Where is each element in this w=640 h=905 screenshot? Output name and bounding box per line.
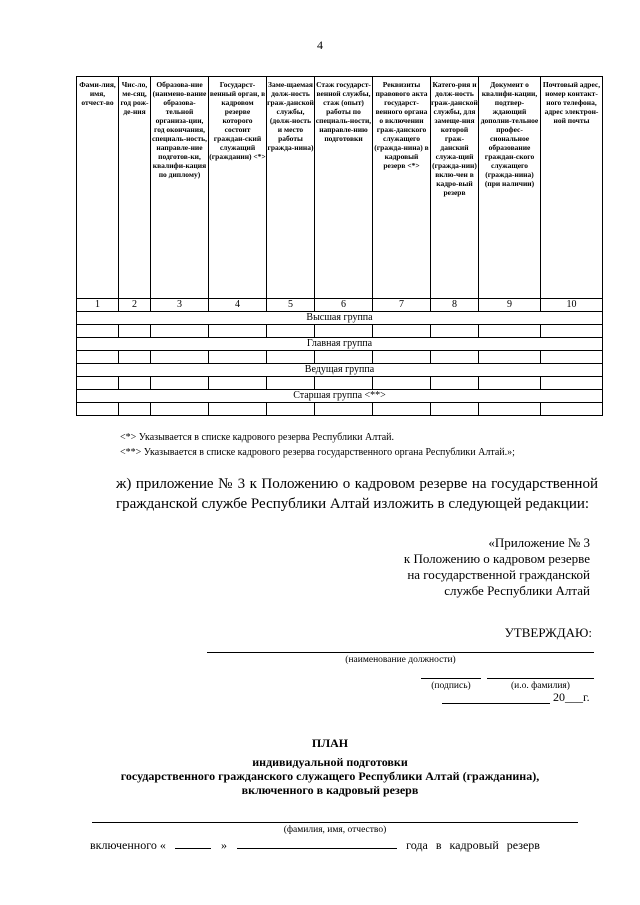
plan-line: включенного в кадровый резерв xyxy=(241,783,419,797)
included-mid: » xyxy=(220,838,227,852)
header-cell: Катего-рия и долж-ность граж-данской службы, для замеще-ния которой граж-данский служа-щий (гражда-нин) вклю-чен в кадро-вый резерв xyxy=(431,77,479,299)
column-number-row xyxy=(77,299,603,312)
footnotes xyxy=(120,430,515,460)
group-row xyxy=(77,364,603,377)
name-line xyxy=(92,822,578,823)
column-number: 5 xyxy=(267,299,315,312)
footnote: <*> Указывается в списке кадрового резерва Республики Алтай. xyxy=(120,432,395,443)
header-cell: Чис-ло, ме-сяц, год рож-де-ния xyxy=(119,77,151,299)
included-line xyxy=(90,838,540,853)
header-cell: Стаж государст-венной службы, стаж (опыт) работы по специаль-ности, направле-нию подготовки xyxy=(315,77,373,299)
column-number: 2 xyxy=(119,299,151,312)
header-cell: Образова-ние (наимено-вание образова-тельной организа-ции, год окончания, специаль-ность, направле-ние подготов-ки, квалифи-кация по диплому) xyxy=(151,77,209,299)
approve-title: УТВЕРЖДАЮ: xyxy=(504,625,592,640)
group-row xyxy=(77,390,603,403)
day-blank xyxy=(175,838,211,849)
header-cell: Документ о квалифи-кации, подтвер-ждающий дополни-тельное профес-сиональное образование граждан-ского служащего (гражда-нина) (при наличии) xyxy=(479,77,541,299)
column-number: 6 xyxy=(315,299,373,312)
amendment-paragraph xyxy=(92,474,598,514)
reserve-table xyxy=(76,76,603,416)
appendix-line: «Приложение № 3 xyxy=(488,535,590,550)
column-number: 1 xyxy=(77,299,119,312)
position-caption: (наименование должности) xyxy=(345,655,456,665)
plan-heading xyxy=(80,736,580,797)
column-number: 9 xyxy=(479,299,541,312)
group-row xyxy=(77,338,603,351)
included-suffix: года в кадровый резерв xyxy=(406,838,540,852)
table-header-row xyxy=(77,77,603,299)
included-prefix: включенного « xyxy=(90,838,166,852)
column-number: 4 xyxy=(209,299,267,312)
initials-line xyxy=(487,678,594,679)
table-row xyxy=(77,351,603,364)
group-label: Старшая группа <**> xyxy=(77,390,603,403)
column-number: 3 xyxy=(151,299,209,312)
appendix-line: к Положению о кадровом резерве xyxy=(403,551,590,566)
table-row xyxy=(77,377,603,390)
header-cell: Реквизиты правового акта государст-венного органа о включении граж-данского служащего (гражда-нина) в кадровый резерв <*> xyxy=(373,77,431,299)
column-number: 10 xyxy=(541,299,603,312)
group-label: Главная группа xyxy=(77,338,603,351)
group-label: Ведущая группа xyxy=(77,364,603,377)
header-cell: Государст-венный орган, в кадровом резерве которого состоит граждан-ский служащий (гражданин) <*> xyxy=(209,77,267,299)
name-caption: (фамилия, имя, отчество) xyxy=(283,825,387,835)
appendix-line: на государственной гражданской xyxy=(407,567,590,582)
date-line xyxy=(442,703,550,704)
column-number: 8 xyxy=(431,299,479,312)
signature-caption: (подпись) xyxy=(431,681,471,691)
header-cell: Заме-щаемая долж-ность граж-данской службы, (долж-ность и место работы гражда-нина) xyxy=(267,77,315,299)
group-row xyxy=(77,312,603,325)
footnote: <**> Указывается в списке кадрового резерва государственного органа Республики Алтай.»; xyxy=(120,447,515,458)
plan-line: государственного гражданского служащего Республики Алтай (гражданина), xyxy=(120,769,540,783)
group-label: Высшая группа xyxy=(77,312,603,325)
plan-line: индивидуальной подготовки xyxy=(252,755,408,769)
appendix-heading xyxy=(360,535,590,599)
month-blank xyxy=(237,838,397,849)
position-line xyxy=(207,652,594,653)
paragraph-text: ж) приложение № 3 к Положению о кадровом резерве на государственной гражданской службе Республики Алтай изложить в следующей редакции: xyxy=(116,476,598,512)
header-cell: Почтовый адрес, номер контакт-ного телефона, адрес электрон-ной почты xyxy=(541,77,603,299)
header-cell: Фами-лия, имя, отчест-во xyxy=(77,77,119,299)
appendix-line: службе Республики Алтай xyxy=(444,583,590,598)
initials-caption: (и.о. фамилия) xyxy=(511,681,570,691)
column-number: 7 xyxy=(373,299,431,312)
date-suffix: 20___г. xyxy=(553,690,590,704)
table-row xyxy=(77,403,603,416)
signature-line xyxy=(421,678,481,679)
plan-title: ПЛАН xyxy=(311,736,349,750)
table-row xyxy=(77,325,603,338)
page-number: 4 xyxy=(317,38,323,52)
